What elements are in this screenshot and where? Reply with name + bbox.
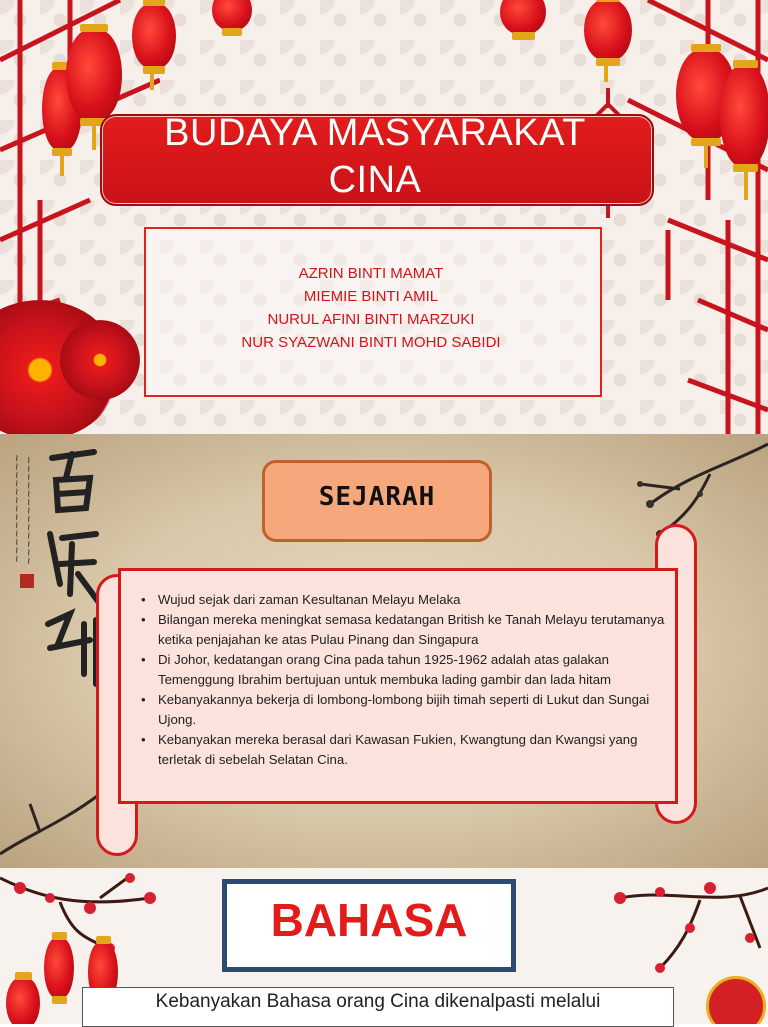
peony-flower-icon [60,320,140,400]
list-item: • Wujud sejak dari zaman Kesultanan Melayu Melaka [138,590,668,610]
author-name: AZRIN BINTI MAMAT [298,265,444,282]
tassel-icon [704,144,708,168]
lantern-icon [500,0,546,34]
title-line-2: CINA [328,159,422,201]
svg-text:~~~~~~~~~~~~~: ~~~~~~~~~~~~~ [10,454,22,563]
tassel-icon [150,72,154,90]
list-item: • Di Johor, kedatangan orang Cina pada tahun 1925-1962 adalah atas galakan Temenggung Ibrahim bertujuan untuk membuka lading gambir dan lada hitam [138,650,668,690]
tassel-icon [92,124,96,150]
title-line-1: BUDAYA MASYARAKAT [164,112,586,154]
slide-title [0,0,768,434]
tassel-icon [60,154,64,176]
seal-stamp-icon [20,574,34,588]
tassel-icon [744,170,748,200]
section-heading: SEJARAH [318,482,436,512]
lantern-icon [6,978,40,1024]
svg-text:~~~~~~~~~~~~~: ~~~~~~~~~~~~~ [22,456,34,565]
section-heading: BAHASA [270,894,468,946]
bahasa-description: Kebanyakan Bahasa orang Cina dikenalpasti melalui [155,991,601,1012]
lantern-icon [720,66,768,166]
list-item: • Kebanyakannya bekerja di lombong-lombong bijih timah seperti di Lukut dan Sungai Ujong. [138,690,668,730]
authors-list [144,262,598,354]
lantern-icon [44,938,74,998]
list-item: • Bilangan mereka meningkat semasa kedatangan British ke Tanah Melayu terutamanya ketika penjajahan ke atas Pulau Pinang dan Singapura [138,610,668,650]
lantern-icon [212,0,252,30]
tassel-icon [604,64,608,82]
author-name: NURUL AFINI BINTI MARZUKI [267,311,475,328]
lantern-icon [584,0,632,60]
page-title [100,110,650,204]
list-item: • Kebanyakan mereka berasal dari Kawasan Fukien, Kwangtung dan Kwangsi yang terletak di sebelah Selatan Cina. [138,730,668,770]
author-name: MIEMIE BINTI AMIL [303,288,439,305]
lantern-icon [132,4,176,68]
author-name: NUR SYAZWANI BINTI MOHD SABIDI [241,334,501,351]
lantern-icon [66,30,122,120]
sejarah-bullet-list [138,590,668,770]
